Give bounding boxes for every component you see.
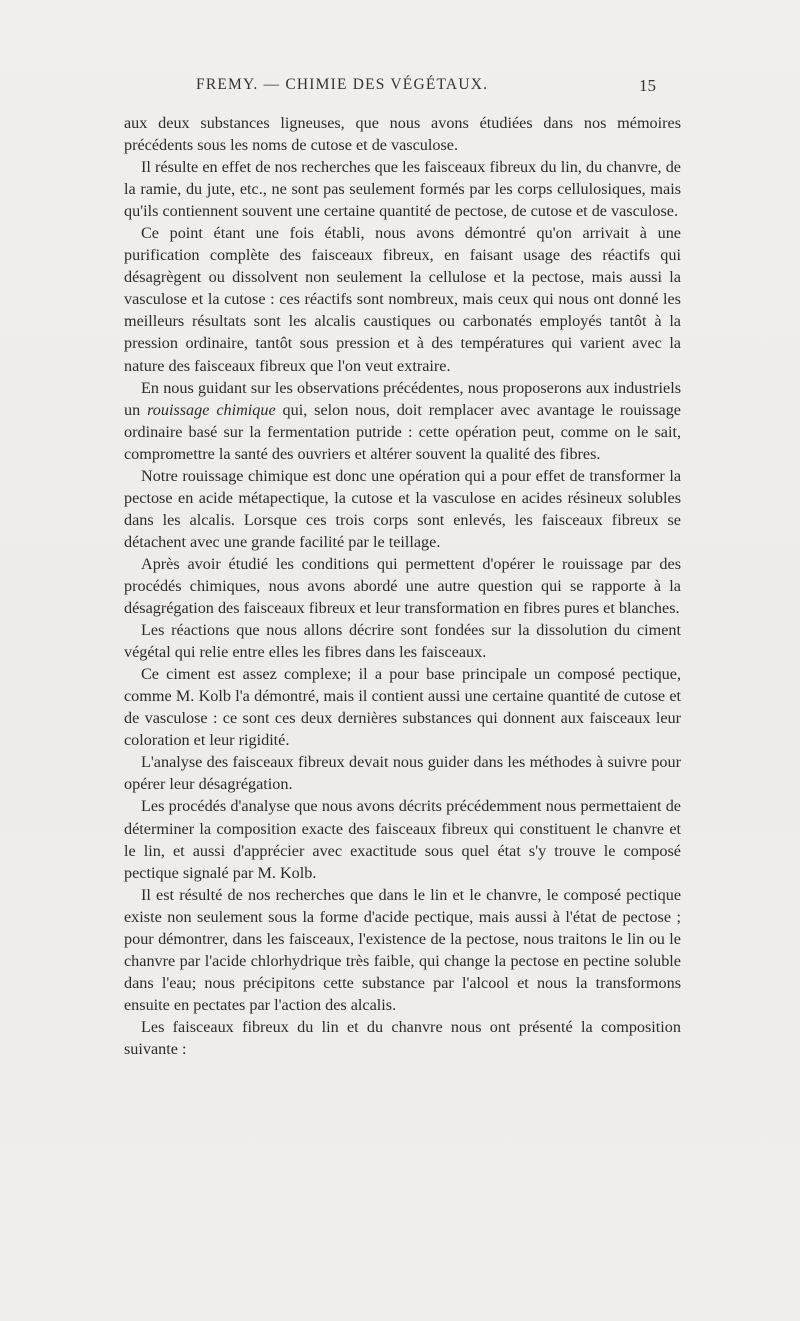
paragraph: aux deux substances ligneuses, que nous avons étudiées dans nos mémoires précédents sous les noms de cutose et de vasculose.: [124, 114, 681, 155]
paragraph: Notre rouissage chimique est donc une opération qui a pour effet de transformer la pectose en acide métapectique, la cutose et la vasculose en acides résineux solubles dans les alcalis. Lorsque ces trois corps sont enlevés, les faisceaux fibreux se détachent avec une grande facilité par le teillage.: [124, 466, 681, 551]
italic-term: rouissage chimique: [147, 400, 276, 419]
paragraph: Les faisceaux fibreux du lin et du chanvre nous ont présenté la composition suivante :: [124, 1017, 681, 1058]
paragraph: [124, 377, 681, 465]
paragraph: L'analyse des faisceaux fibreux devait nous guider dans les méthodes à suivre pour opérer leur désagrégation.: [124, 753, 681, 794]
running-head-title: FREMY. — CHIMIE DES VÉGÉTAUX.: [196, 76, 489, 93]
body-text: [124, 112, 681, 1060]
running-head: [196, 76, 656, 98]
paragraph: Il résulte en effet de nos recherches que les faisceaux fibreux du lin, du chanvre, de la ramie, du jute, etc., ne sont pas seulement formés par les corps cellulosiques, mais qu'ils contiennent souvent une certaine quantité de pectose, de cutose et de vasculose.: [124, 158, 681, 221]
page-number: 15: [639, 76, 656, 95]
paragraph: Il est résulté de nos recherches que dans le lin et le chanvre, le composé pectique existe non seulement sous la forme d'acide pectique, mais aussi à l'état de pectose ; pour démontrer, dans les faisceaux, l'existence de la pectose, nous traitons le lin ou le chanvre par l'acide chlorhydrique très faible, qui change la pectose en pectine soluble dans l'eau; nous précipitons cette substance par l'alcool et nous la transformons ensuite en pectates par l'action des alcalis.: [124, 885, 681, 1014]
paragraph: Les réactions que nous allons décrire sont fondées sur la dissolution du ciment végétal qui relie entre elles les fibres dans les faisceaux.: [124, 621, 681, 662]
paragraph: Ce ciment est assez complexe; il a pour base principale un composé pectique, comme M. Kolb l'a démontré, mais il contient aussi une certaine quantité de cutose et de vasculose : ce sont ces deux dernières substances qui donnent aux faisceaux leur coloration et leur rigidité.: [124, 665, 681, 750]
paragraph-text: qui, selon nous, doit remplacer avec avantage le rouissage ordinaire basé sur la fermentation putride : cette opération peut, comme on le sait, compromettre la santé des ouvriers et altérer souvent la qualité des fibres.: [124, 400, 681, 463]
paragraph: Les procédés d'analyse que nous avons décrits précédemment nous permettaient de déterminer la composition exacte des faisceaux fibreux qui constituent le chanvre et le lin, et aussi d'apprécier avec exactitude sous quel état s'y trouve le composé pectique signalé par M. Kolb.: [124, 797, 681, 882]
paragraph-text: En nous guidant sur les observations précédentes, nous proposerons aux industriels un: [124, 378, 681, 419]
paragraph: Après avoir étudié les conditions qui permettent d'opérer le rouissage par des procédés chimiques, nous avons abordé une autre question qui se rapporte à la désagrégation des faisceaux fibreux et leur transformation en fibres pures et blanches.: [124, 554, 681, 618]
paragraph: Ce point étant une fois établi, nous avons démontré qu'on arrivait à une purification complète des faisceaux fibreux, en faisant usage des réactifs qui désagrègent ou dissolvent non seulement la cellulose et la pectose, mais aussi la vasculose et la cutose : ces réactifs sont nombreux, mais ceux qui nous ont donné les meilleurs résultats sont les alcalis caustiques ou carbonatés employés tantôt à la pression ordinaire, tantôt sous pression et à des températures qui varient avec la nature des faisceaux fibreux que l'on veut extraire.: [124, 224, 681, 375]
